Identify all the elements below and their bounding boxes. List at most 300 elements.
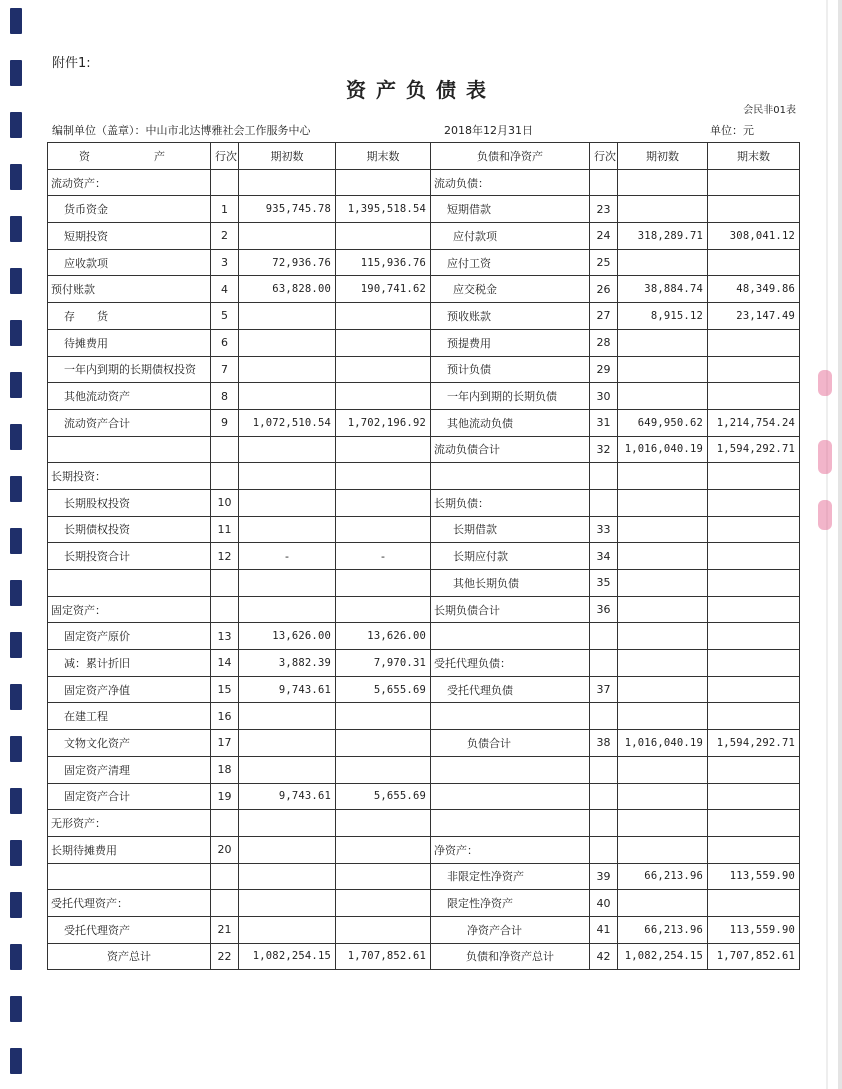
liability-name [431,703,590,730]
liability-row-no: 26 [590,276,618,303]
asset-name: 长期待摊费用 [48,836,211,863]
table-row [48,783,800,810]
liability-row-no: 32 [590,436,618,463]
liability-end [708,543,800,570]
asset-begin [239,596,336,623]
asset-end [336,730,431,757]
liability-end: 1,594,292.71 [708,730,800,757]
liability-row-no: 25 [590,249,618,276]
asset-name: 固定资产合计 [48,783,211,810]
liability-name: 应付工资 [431,249,590,276]
asset-row-no: 6 [211,329,239,356]
asset-name: 长期股权投资 [48,489,211,516]
table-row [48,516,800,543]
liability-name: 净资产合计 [431,916,590,943]
liability-row-no [590,489,618,516]
table-row [48,730,800,757]
liability-row-no: 39 [590,863,618,890]
asset-end [336,703,431,730]
asset-row-no: 16 [211,703,239,730]
table-row [48,196,800,223]
liability-row-no: 34 [590,543,618,570]
col-header-end-2: 期末数 [708,143,800,170]
asset-name: 货币资金 [48,196,211,223]
liability-end [708,596,800,623]
liability-end [708,836,800,863]
asset-end [336,570,431,597]
asset-end [336,596,431,623]
liability-name: 受托代理负债： [431,650,590,677]
asset-end [336,916,431,943]
binding-hole [10,788,22,814]
scan-edge [826,0,828,1089]
asset-name: 固定资产： [48,596,211,623]
asset-name [48,570,211,597]
asset-name: 固定资产清理 [48,756,211,783]
attachment-label: 附件1: [52,56,91,71]
liability-begin [618,570,708,597]
asset-name: 无形资产： [48,810,211,837]
col-header-end: 期末数 [336,143,431,170]
liability-name: 预收账款 [431,303,590,330]
table-row [48,943,800,970]
liability-end [708,650,800,677]
asset-end [336,516,431,543]
asset-end: 5,655.69 [336,676,431,703]
asset-begin: 935,745.78 [239,196,336,223]
liability-begin: 649,950.62 [618,409,708,436]
liability-name: 受托代理负债 [431,676,590,703]
col-header-begin-2: 期初数 [618,143,708,170]
table-row [48,249,800,276]
asset-name: 待摊费用 [48,329,211,356]
liability-name [431,463,590,490]
liability-row-no: 27 [590,303,618,330]
liability-begin [618,196,708,223]
liability-begin [618,169,708,196]
liability-row-no: 36 [590,596,618,623]
asset-row-no [211,596,239,623]
asset-begin [239,836,336,863]
liability-end: 1,594,292.71 [708,436,800,463]
liability-end [708,489,800,516]
liability-begin [618,676,708,703]
asset-name [48,863,211,890]
asset-begin [239,916,336,943]
liability-name: 一年内到期的长期负债 [431,383,590,410]
binding-hole [10,580,22,606]
asset-end [336,303,431,330]
liability-name: 短期借款 [431,196,590,223]
liability-begin: 1,082,254.15 [618,943,708,970]
asset-name: 资产总计 [48,943,211,970]
form-number: 会民非01表 [743,105,796,116]
asset-end [336,890,431,917]
liability-name: 其他长期负债 [431,570,590,597]
asset-end: 5,655.69 [336,783,431,810]
asset-begin [239,329,336,356]
liability-begin [618,810,708,837]
asset-end [336,836,431,863]
liability-name: 非限定性净资产 [431,863,590,890]
liability-row-no [590,169,618,196]
liability-end [708,756,800,783]
report-date: 2018年12月31日 [444,124,533,137]
liability-name: 负债和净资产总计 [431,943,590,970]
liability-name [431,756,590,783]
liability-end: 113,559.90 [708,863,800,890]
asset-begin [239,223,336,250]
liability-begin: 8,915.12 [618,303,708,330]
liability-row-no: 42 [590,943,618,970]
liability-end [708,890,800,917]
liability-name: 预计负债 [431,356,590,383]
asset-begin [239,703,336,730]
asset-end: - [336,543,431,570]
red-stamp-fragment [818,370,832,396]
table-header-row [48,143,800,170]
liability-name: 预提费用 [431,329,590,356]
asset-row-no [211,436,239,463]
liability-begin: 38,884.74 [618,276,708,303]
scan-edge [838,0,842,1089]
binding-hole [10,216,22,242]
liability-row-no [590,783,618,810]
liability-name: 长期借款 [431,516,590,543]
asset-end: 190,741.62 [336,276,431,303]
asset-name: 预付账款 [48,276,211,303]
liability-row-no: 41 [590,916,618,943]
liability-row-no: 31 [590,409,618,436]
table-row [48,543,800,570]
asset-row-no: 8 [211,383,239,410]
reporting-organization: 编制单位（盖章）：中山市北达博雅社会工作服务中心 [52,124,311,137]
liability-end [708,463,800,490]
table-row [48,756,800,783]
liability-begin [618,650,708,677]
liability-row-no [590,463,618,490]
asset-begin [239,810,336,837]
liability-name: 长期应付款 [431,543,590,570]
asset-end [336,329,431,356]
binding-hole [10,1048,22,1074]
table-row [48,489,800,516]
table-row [48,596,800,623]
liability-row-no: 38 [590,730,618,757]
binding-hole [10,372,22,398]
page-title: 资产负债表 [346,78,496,102]
liability-begin [618,783,708,810]
asset-begin [239,863,336,890]
table-row [48,810,800,837]
liability-row-no [590,703,618,730]
binding-strip [10,0,24,1089]
asset-begin [239,756,336,783]
liability-name: 长期负债： [431,489,590,516]
liability-begin [618,356,708,383]
liability-begin [618,836,708,863]
liability-begin [618,489,708,516]
asset-name: 受托代理资产 [48,916,211,943]
asset-begin: 9,743.61 [239,676,336,703]
asset-begin [239,303,336,330]
asset-begin [239,570,336,597]
asset-name: 存 货 [48,303,211,330]
liability-end [708,516,800,543]
binding-hole [10,164,22,190]
asset-row-no: 3 [211,249,239,276]
liability-row-no: 23 [590,196,618,223]
asset-name: 长期投资合计 [48,543,211,570]
asset-begin: 1,082,254.15 [239,943,336,970]
asset-row-no: 15 [211,676,239,703]
asset-name: 其他流动资产 [48,383,211,410]
liability-name: 流动负债： [431,169,590,196]
table-row [48,409,800,436]
asset-begin: - [239,543,336,570]
liability-name: 净资产： [431,836,590,863]
asset-row-no: 9 [211,409,239,436]
liability-begin [618,890,708,917]
currency-unit: 单位：元 [710,124,754,137]
liability-end [708,810,800,837]
liability-row-no: 24 [590,223,618,250]
liability-name: 应交税金 [431,276,590,303]
liability-row-no [590,836,618,863]
col-header-begin: 期初数 [239,143,336,170]
table-row [48,916,800,943]
asset-row-no: 1 [211,196,239,223]
liability-row-no: 33 [590,516,618,543]
liability-row-no [590,756,618,783]
liability-end: 1,214,754.24 [708,409,800,436]
asset-begin: 13,626.00 [239,623,336,650]
asset-name: 受托代理资产： [48,890,211,917]
asset-row-no: 19 [211,783,239,810]
asset-row-no [211,463,239,490]
binding-hole [10,684,22,710]
asset-end [336,169,431,196]
liability-end [708,329,800,356]
asset-begin: 63,828.00 [239,276,336,303]
liability-end: 113,559.90 [708,916,800,943]
asset-begin [239,730,336,757]
table-row [48,463,800,490]
asset-name: 固定资产净值 [48,676,211,703]
asset-end: 7,970.31 [336,650,431,677]
asset-begin: 72,936.76 [239,249,336,276]
binding-hole [10,944,22,970]
binding-hole [10,528,22,554]
col-header-row-no-2: 行次 [590,143,618,170]
asset-row-no: 13 [211,623,239,650]
binding-hole [10,112,22,138]
liability-row-no: 37 [590,676,618,703]
liability-begin: 1,016,040.19 [618,436,708,463]
asset-name: 文物文化资产 [48,730,211,757]
asset-begin [239,169,336,196]
liability-end [708,676,800,703]
asset-name: 减：累计折旧 [48,650,211,677]
liability-begin [618,703,708,730]
binding-hole [10,424,22,450]
asset-row-no: 5 [211,303,239,330]
liability-begin [618,329,708,356]
asset-begin: 3,882.39 [239,650,336,677]
liability-end [708,249,800,276]
asset-row-no: 4 [211,276,239,303]
asset-end [336,810,431,837]
asset-begin: 1,072,510.54 [239,409,336,436]
table-row [48,169,800,196]
liability-begin [618,249,708,276]
table-row [48,356,800,383]
liability-begin [618,543,708,570]
table-row [48,863,800,890]
asset-name: 长期债权投资 [48,516,211,543]
binding-hole [10,320,22,346]
asset-begin: 9,743.61 [239,783,336,810]
table-row [48,303,800,330]
asset-row-no: 14 [211,650,239,677]
asset-name: 在建工程 [48,703,211,730]
liability-end [708,783,800,810]
liability-begin: 66,213.96 [618,863,708,890]
liability-name: 长期负债合计 [431,596,590,623]
red-stamp-fragment [818,440,832,474]
liability-end: 23,147.49 [708,303,800,330]
asset-end: 115,936.76 [336,249,431,276]
liability-begin [618,383,708,410]
asset-row-no: 12 [211,543,239,570]
asset-end [336,356,431,383]
liability-name: 其他流动负债 [431,409,590,436]
liability-row-no: 40 [590,890,618,917]
asset-name [48,436,211,463]
liability-end: 308,041.12 [708,223,800,250]
asset-row-no: 10 [211,489,239,516]
asset-row-no [211,863,239,890]
asset-end: 13,626.00 [336,623,431,650]
asset-begin [239,890,336,917]
liability-end [708,196,800,223]
liability-end [708,570,800,597]
binding-hole [10,268,22,294]
red-stamp-fragment [818,500,832,530]
liability-name [431,783,590,810]
col-header-assets: 资 产 [48,143,211,170]
liability-row-no: 35 [590,570,618,597]
table-row [48,223,800,250]
liability-begin [618,463,708,490]
balance-sheet-table [47,142,800,970]
liability-row-no [590,650,618,677]
liability-begin [618,596,708,623]
asset-row-no: 17 [211,730,239,757]
asset-end [336,223,431,250]
liability-begin: 318,289.71 [618,223,708,250]
binding-hole [10,840,22,866]
table-row [48,650,800,677]
liability-name [431,623,590,650]
asset-row-no [211,169,239,196]
asset-name: 一年内到期的长期债权投资 [48,356,211,383]
asset-end [336,463,431,490]
table-row [48,890,800,917]
asset-name: 固定资产原价 [48,623,211,650]
asset-begin [239,489,336,516]
table-row [48,836,800,863]
asset-row-no: 22 [211,943,239,970]
liability-end [708,383,800,410]
binding-hole [10,736,22,762]
liability-name: 限定性净资产 [431,890,590,917]
liability-end [708,356,800,383]
liability-begin [618,623,708,650]
asset-end [336,489,431,516]
liability-begin: 1,016,040.19 [618,730,708,757]
asset-end [336,756,431,783]
binding-hole [10,892,22,918]
binding-hole [10,476,22,502]
table-row [48,276,800,303]
liability-end: 1,707,852.61 [708,943,800,970]
table-row [48,570,800,597]
table-row [48,623,800,650]
asset-row-no: 11 [211,516,239,543]
asset-begin [239,436,336,463]
asset-row-no: 2 [211,223,239,250]
liability-name: 负债合计 [431,730,590,757]
liability-end [708,623,800,650]
asset-begin [239,463,336,490]
liability-begin [618,516,708,543]
liability-row-no [590,810,618,837]
asset-name: 短期投资 [48,223,211,250]
liability-end [708,169,800,196]
asset-row-no: 20 [211,836,239,863]
asset-name: 流动资产： [48,169,211,196]
binding-hole [10,996,22,1022]
asset-end [336,436,431,463]
liability-row-no: 30 [590,383,618,410]
liability-row-no [590,623,618,650]
liability-begin [618,756,708,783]
asset-end [336,863,431,890]
table-row [48,329,800,356]
table-row [48,703,800,730]
liability-end [708,703,800,730]
asset-name: 应收款项 [48,249,211,276]
asset-name: 长期投资： [48,463,211,490]
col-header-liabilities: 负债和净资产 [431,143,590,170]
liability-name: 应付款项 [431,223,590,250]
table-row [48,383,800,410]
asset-end: 1,702,196.92 [336,409,431,436]
liability-name: 流动负债合计 [431,436,590,463]
liability-end: 48,349.86 [708,276,800,303]
asset-begin [239,516,336,543]
asset-end: 1,707,852.61 [336,943,431,970]
liability-begin: 66,213.96 [618,916,708,943]
asset-row-no [211,810,239,837]
binding-hole [10,8,22,34]
table-row [48,676,800,703]
asset-end: 1,395,518.54 [336,196,431,223]
asset-name: 流动资产合计 [48,409,211,436]
asset-row-no: 7 [211,356,239,383]
binding-hole [10,632,22,658]
